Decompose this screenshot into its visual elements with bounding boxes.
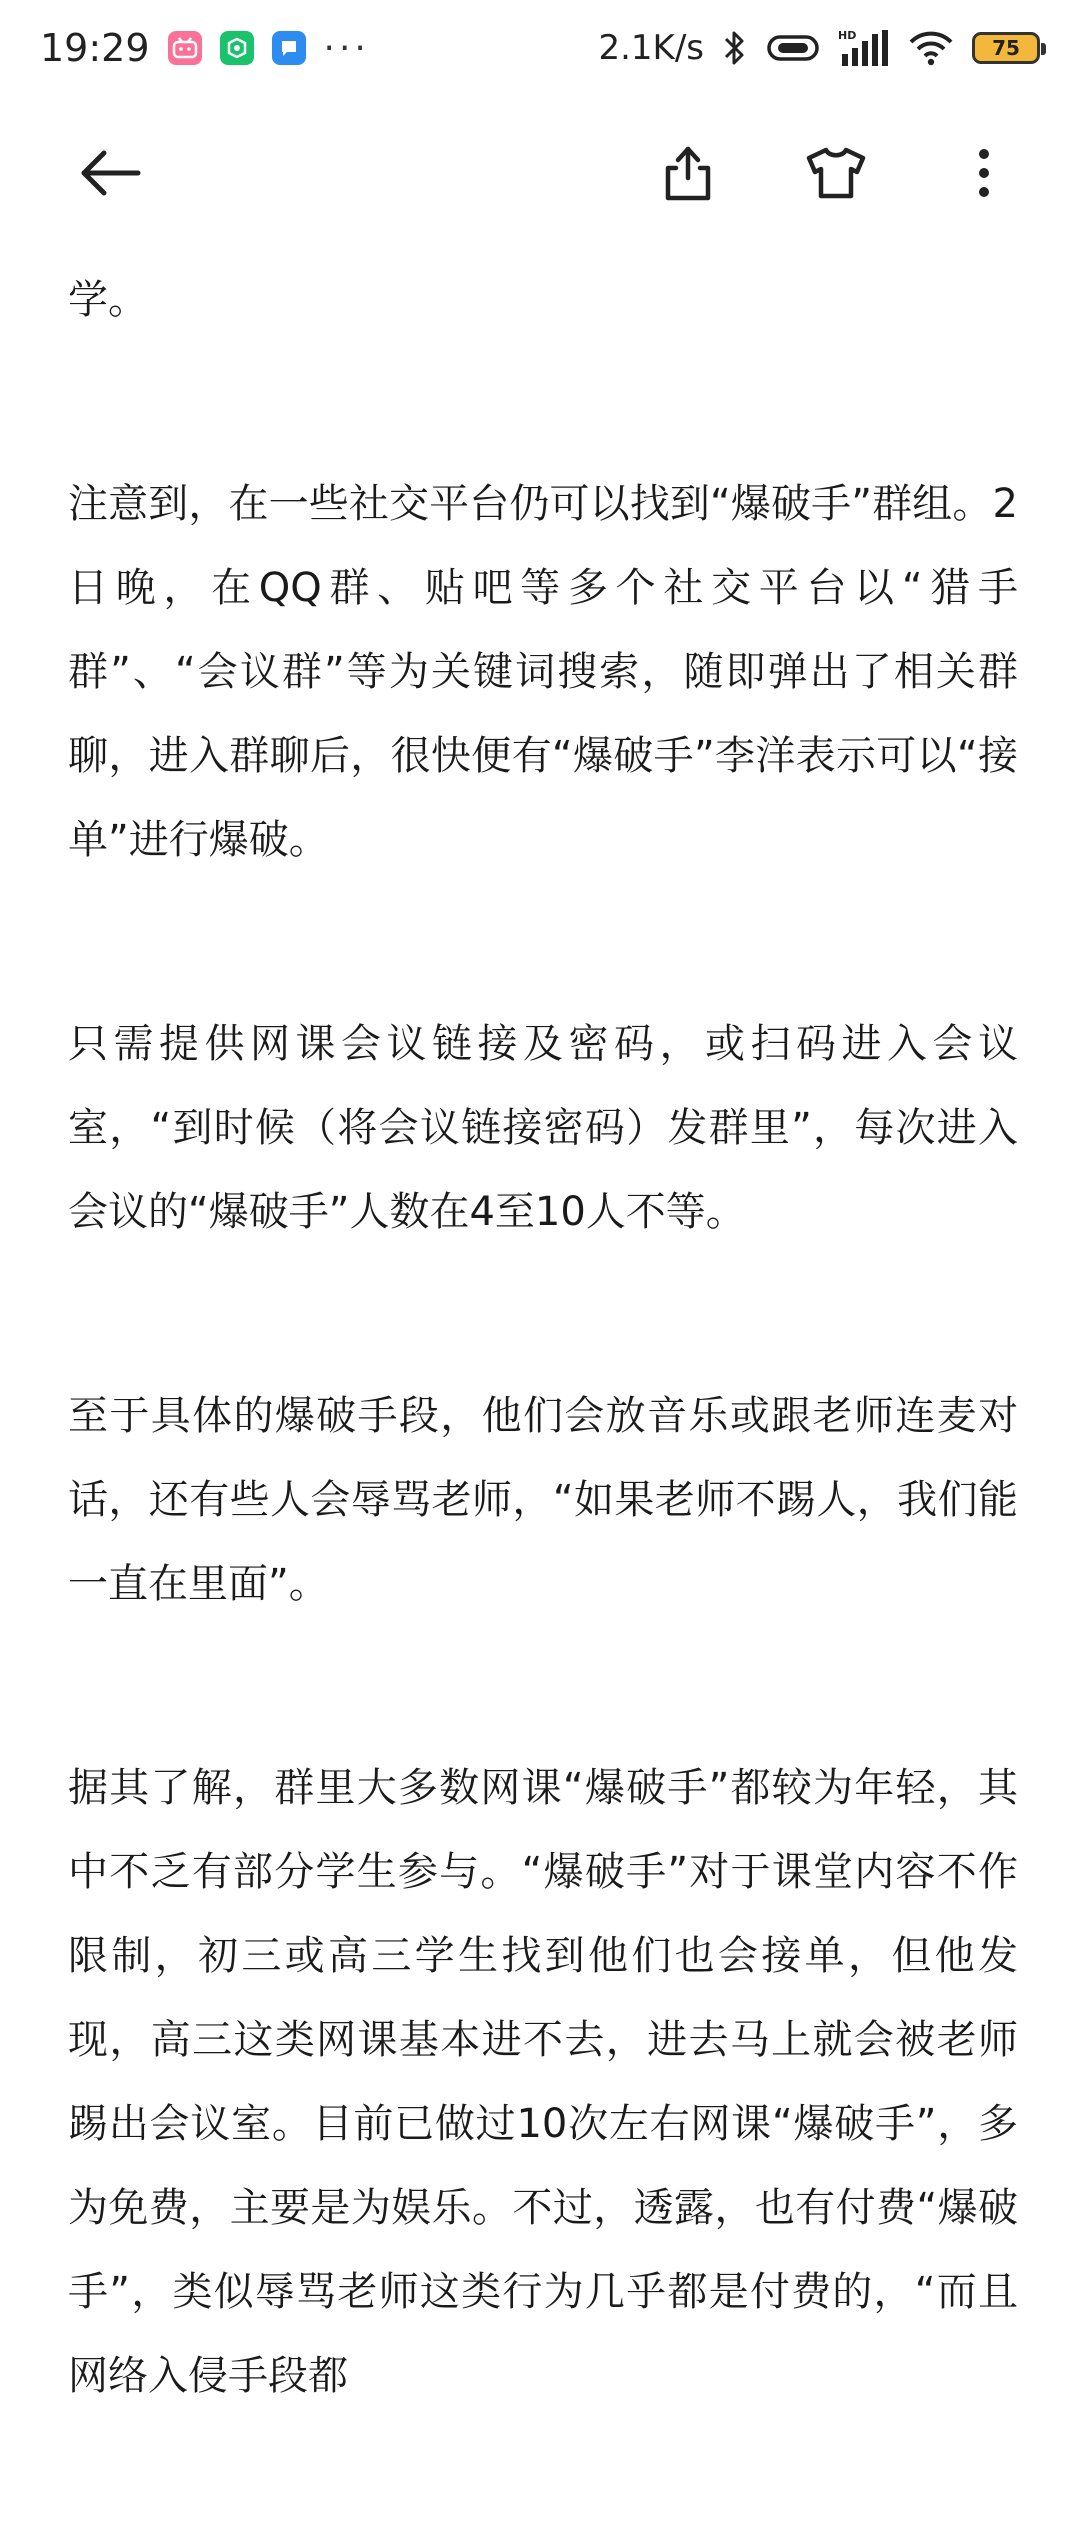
top-app-bar xyxy=(0,120,1080,230)
signal-icon xyxy=(838,28,890,68)
status-time: 19:29 xyxy=(40,26,150,70)
status-bar xyxy=(0,0,1080,96)
article-paragraph: 至于具体的爆破手段，他们会放音乐或跟老师连麦对话，还有些人会辱骂老师，“如果老师不踢人，我们能一直在里面”。 xyxy=(68,1393,1018,1607)
more-vertical-icon xyxy=(976,147,992,203)
vibrate-icon xyxy=(766,32,820,64)
article-paragraph: 学。 xyxy=(68,277,148,323)
more-options-button[interactable] xyxy=(944,135,1024,215)
back-button[interactable] xyxy=(70,135,150,215)
bluetooth-icon xyxy=(722,29,748,67)
more-notifications-icon: ··· xyxy=(323,27,370,69)
article-paragraph: 注意到，在一些社交平台仍可以找到“爆破手”群组。2日晚，在QQ群、贴吧等多个社交平台以“猎手群”、“会议群”等为关键词搜索，随即弹出了相关群聊，进入群聊后，很快便有“爆破手”李洋表示可以“接单”进行爆破。 xyxy=(68,481,1018,863)
share-icon xyxy=(662,144,714,206)
article-body xyxy=(68,258,1018,2538)
wifi-icon xyxy=(908,30,954,66)
status-left xyxy=(40,26,370,70)
theme-button[interactable] xyxy=(796,135,876,215)
tshirt-icon xyxy=(805,146,867,204)
status-right xyxy=(598,28,1040,68)
arrow-left-icon xyxy=(78,149,142,201)
article-paragraph: 据其了解，群里大多数网课“爆破手”都较为年轻，其中不乏有部分学生参与。“爆破手”对于课堂内容不作限制，初三或高三学生找到他们也会接单，但他发现，高三这类网课基本进不去，进去马上就会被老师踢出会议室。目前已做过10次左右网课“爆破手”，多为免费，主要是为娱乐。不过，透露，也有付费“爆破手”，类似辱骂老师这类行为几乎都是付费的，“而且网络入侵手段都 xyxy=(68,1765,1018,2399)
bilibili-app-icon xyxy=(168,31,202,65)
article-paragraph: 只需提供网课会议链接及密码，或扫码进入会议室，“到时候（将会议链接密码）发群里”，每次进入会议的“爆破手”人数在4至10人不等。 xyxy=(68,1021,1018,1235)
green-app-icon xyxy=(220,31,254,65)
svg-text:HD: HD xyxy=(838,29,857,42)
share-button[interactable] xyxy=(648,135,728,215)
battery-indicator: 75 xyxy=(972,32,1040,64)
blue-app-icon xyxy=(272,31,306,65)
network-speed: 2.1K/s xyxy=(598,28,704,68)
